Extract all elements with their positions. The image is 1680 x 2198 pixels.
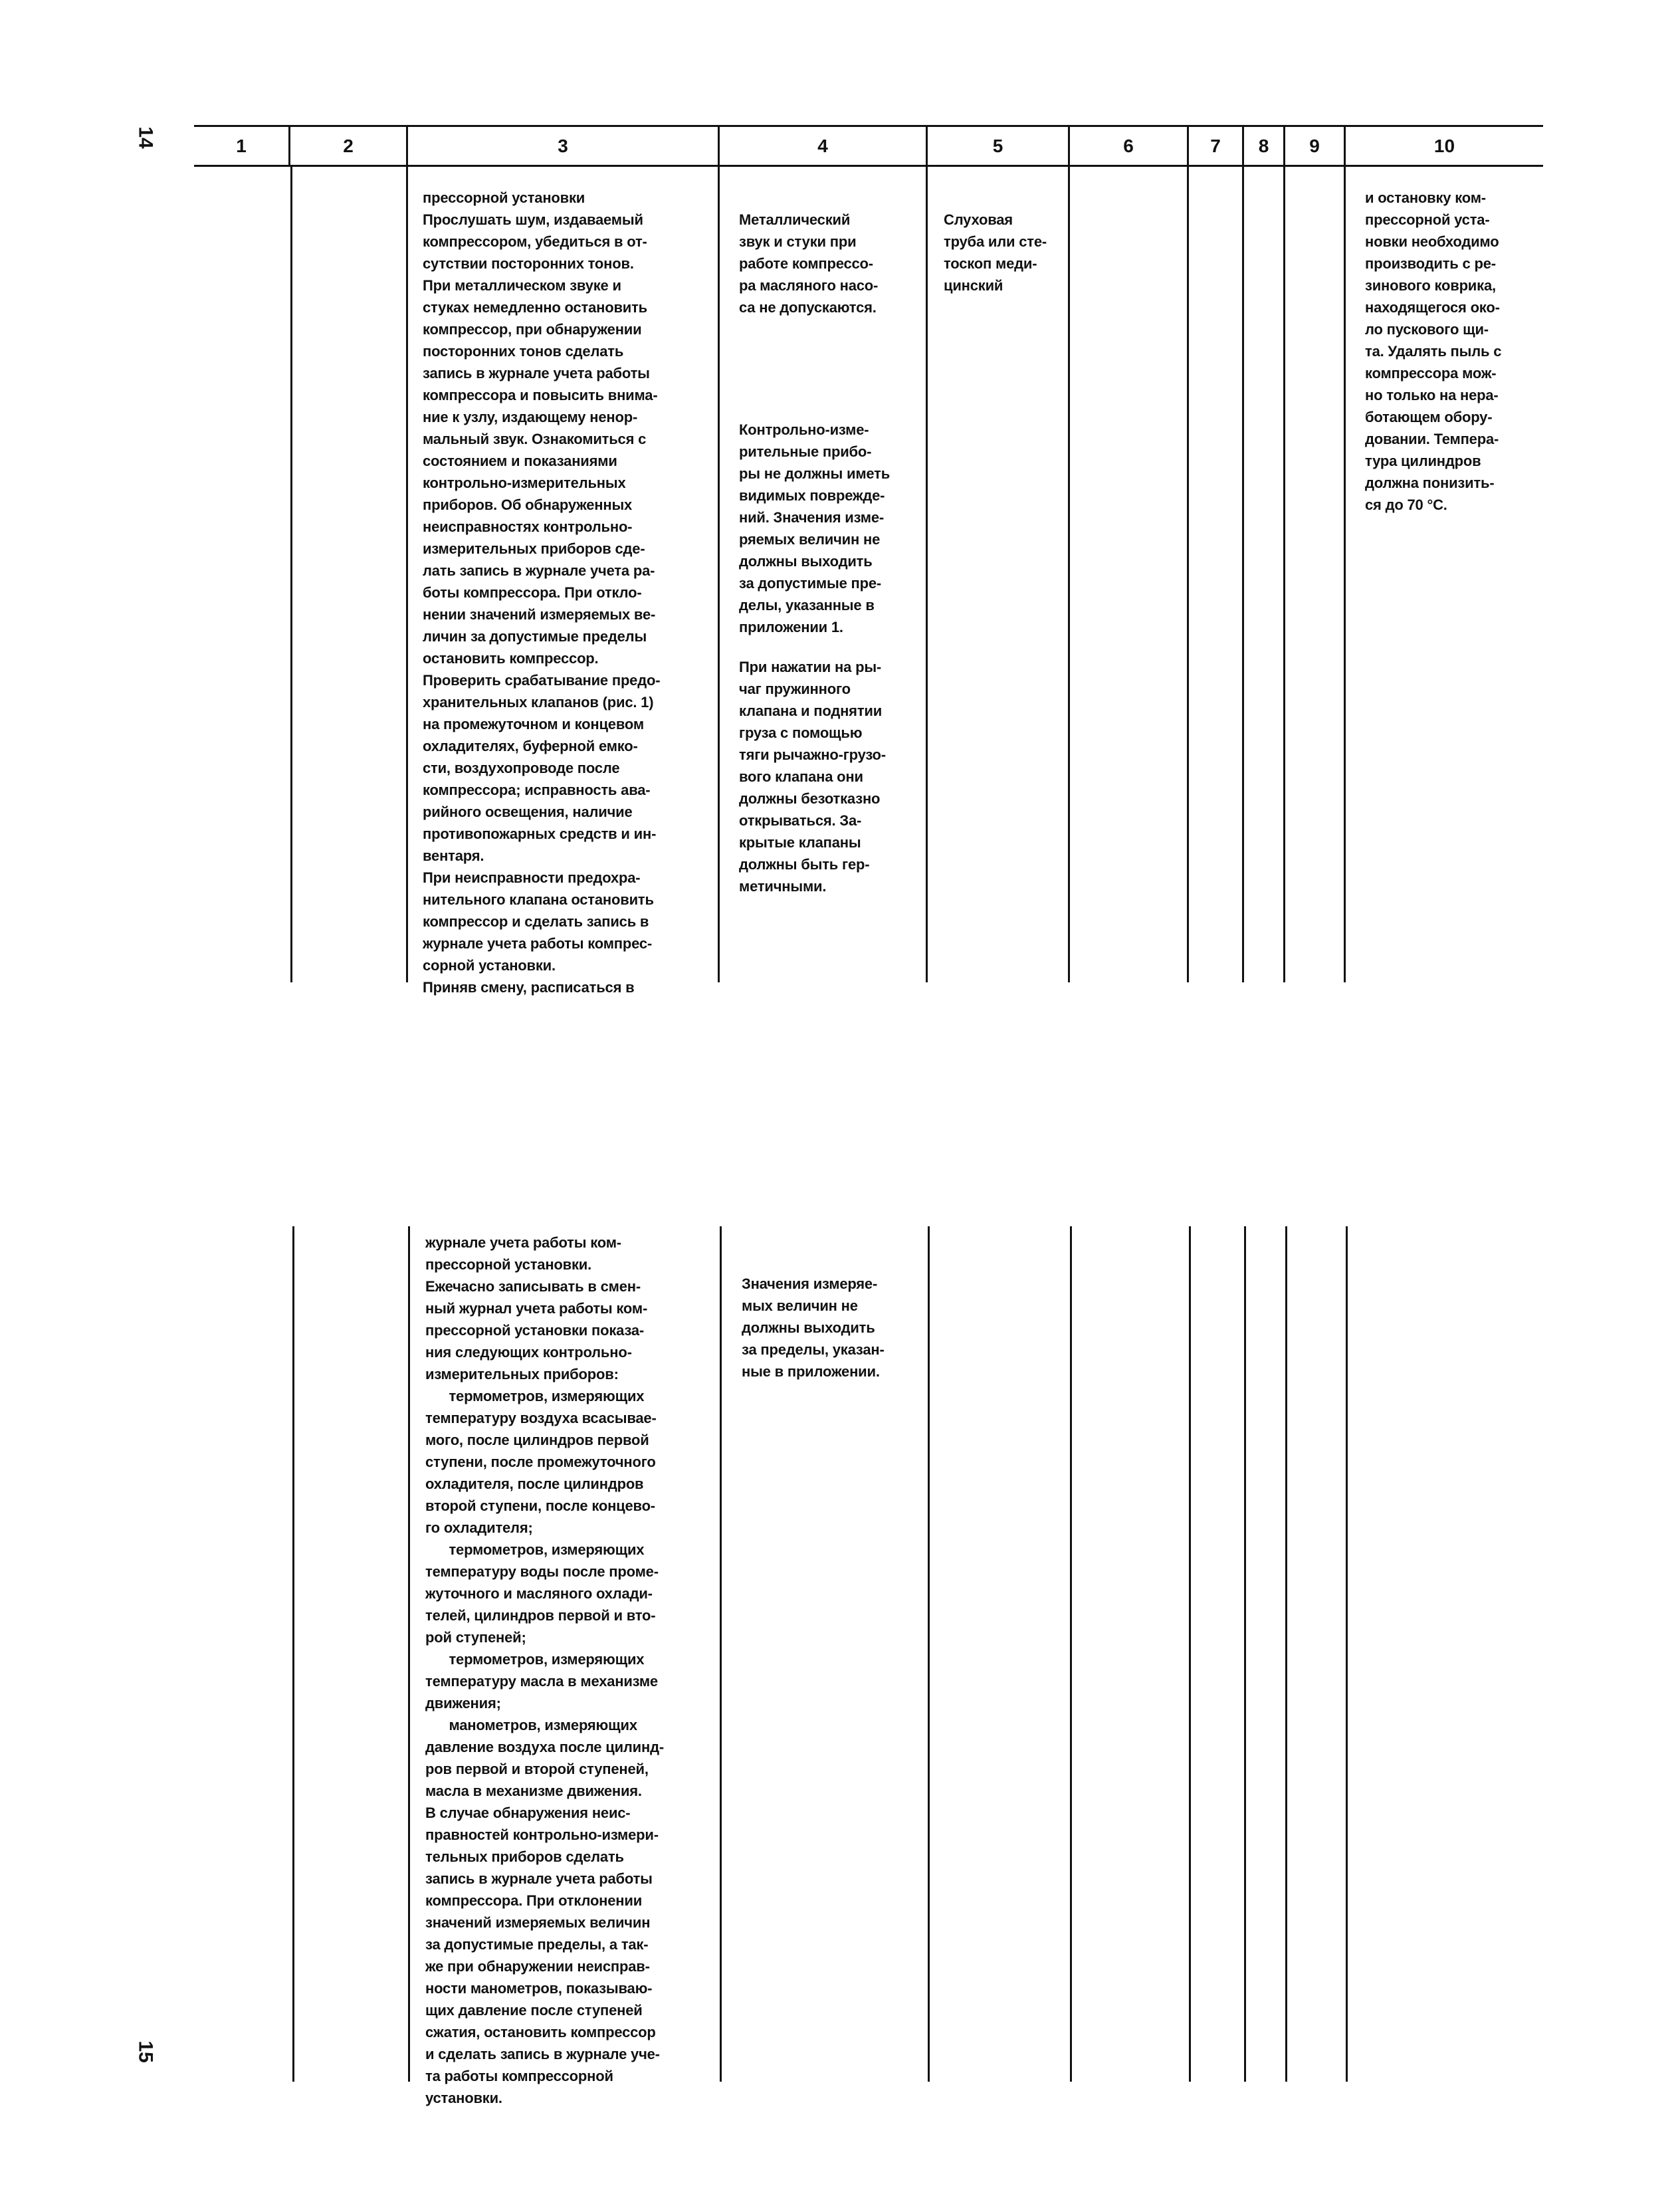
- page-number-top: 14: [134, 126, 157, 149]
- upper-col4-text-c: При нажатии на ры- чаг пружинного клапана и поднятии груза с помощью тяги рычажно-грузо- вого клапана они должны безотказно открываться. За- крытые клапаны должны быть гер- метичными.: [739, 659, 886, 895]
- upper-line-9: [1283, 166, 1285, 982]
- header-col-5: 5: [992, 136, 1003, 156]
- lower-col4-text: Значения измеряе- мых величин не должны выходить за пределы, указан- ные в приложении.: [742, 1275, 885, 1380]
- upper-line-2: [290, 166, 292, 982]
- upper-line-10: [1344, 166, 1346, 982]
- lower-line-2: [292, 1226, 294, 2082]
- upper-col3-text: прессорной установки Прослушать шум, издаваемый компрессором, убедиться в от- сутствии посторонних тонов. При металлическом звуке и стуках немедленно остановить компрессор, при обнаружении посторонних тонов сделать запись в журнале учета работы компрессора и повысить внима- ние к узлу, издающему ненор- мальный звук. Ознакомиться с состоянием и показаниями контрольно-измерительных приборов. Об обнаруженных неисправностях контрольно- измерительных приборов сде- лать запись в журнале учета ра- боты компрессора. При откло- нении значений измеряемых ве- личин за допустимые пределы остановить компрессор. Проверить срабатывание предо- хранительных клапанов (рис. 1) на промежуточном и концевом охладителях, буферной емко- сти, воздухопроводе после компрессора; исправность ава- рийного освещения, наличие противопожарных средств и ин- вентаря. При неисправности предохра- нительного клапана остановить компрессор и сделать запись в журнале учета работы компрес- сорной установки. Приняв смену, расписаться в: [423, 189, 661, 996]
- upper-line-4: [718, 166, 720, 982]
- upper-col5-text: Слуховая труба или сте- тоскоп меди- цинский: [944, 211, 1047, 294]
- upper-col4-text-a: Металлический звук и стуки при работе компрессо- ра масляного насо- са не допускаются.: [739, 211, 879, 316]
- lower-line-9: [1285, 1226, 1287, 2082]
- lower-line-10: [1346, 1226, 1348, 2082]
- header-col-6: 6: [1123, 136, 1134, 156]
- header-col-2: 2: [343, 136, 354, 156]
- header-col-10: 10: [1433, 136, 1455, 156]
- upper-line-3: [406, 166, 408, 982]
- lower-line-8: [1244, 1226, 1246, 2082]
- upper-col4-text-b: Контрольно-изме- рительные прибо- ры не должны иметь видимых поврежде- ний. Значения изме- ряемых величин не должны выходить за допустимые пре- делы, указанные в приложении 1.: [739, 421, 891, 635]
- header-col-9: 9: [1309, 136, 1320, 156]
- upper-line-8: [1242, 166, 1244, 982]
- lower-line-6: [1070, 1226, 1072, 2082]
- lower-line-5: [928, 1226, 930, 2082]
- page-number-bottom: 15: [134, 2040, 157, 2063]
- lower-line-3: [408, 1226, 410, 2082]
- upper-col10-text: и остановку ком- прессорной уста- новки необходимо производить с ре- зинового коврика, находящегося око- ло пускового щи- та. Удалять пыль с компрессора мож- но только на нера- ботающем обору- довании. Темпера- тура цилиндров должна понизить- ся до 70 °С.: [1365, 189, 1502, 513]
- header-col-1: 1: [236, 136, 247, 156]
- upper-line-7: [1187, 166, 1189, 982]
- lower-line-4: [720, 1226, 722, 2082]
- lower-line-7: [1189, 1226, 1191, 2082]
- upper-line-5: [926, 166, 928, 982]
- header-col-3: 3: [558, 136, 568, 156]
- lower-col3-text: журнале учета работы ком- прессорной установки. Ежечасно записывать в смен- ный журнал учета работы ком- прессорной установки показа- ния следующих контрольно- измерительных приборов: термометров, измеряющих температуру воздуха всасывае- мого, после цилиндров первой ступени, после промежуточного охладителя, после цилиндров второй ступени, после концево- го охладителя; термометров, измеряющих температуру воды после проме- жуточного и масляного охлади- телей, цилиндров первой и вто- рой ступеней; термометров, измеряющих температуру масла в механизме движения; манометров, измеряющих давление воздуха после цилинд- ров первой и второй ступеней, масла в механизме движения. В случае обнаружения неис- правностей контрольно-измери- тельных приборов сделать запись в журнале учета работы компрессора. При отклонении значений измеряемых величин за допустимые пределы, а так- же при обнаружении неисправ- ности манометров, показываю- щих давление после ступеней сжатия, остановить компрессор и сделать запись в журнале уче- та работы компрессорной установки.: [425, 1234, 664, 2106]
- header-col-8: 8: [1258, 136, 1269, 156]
- header-col-4: 4: [817, 136, 828, 156]
- header-col-7: 7: [1210, 136, 1221, 156]
- upper-line-6: [1068, 166, 1070, 982]
